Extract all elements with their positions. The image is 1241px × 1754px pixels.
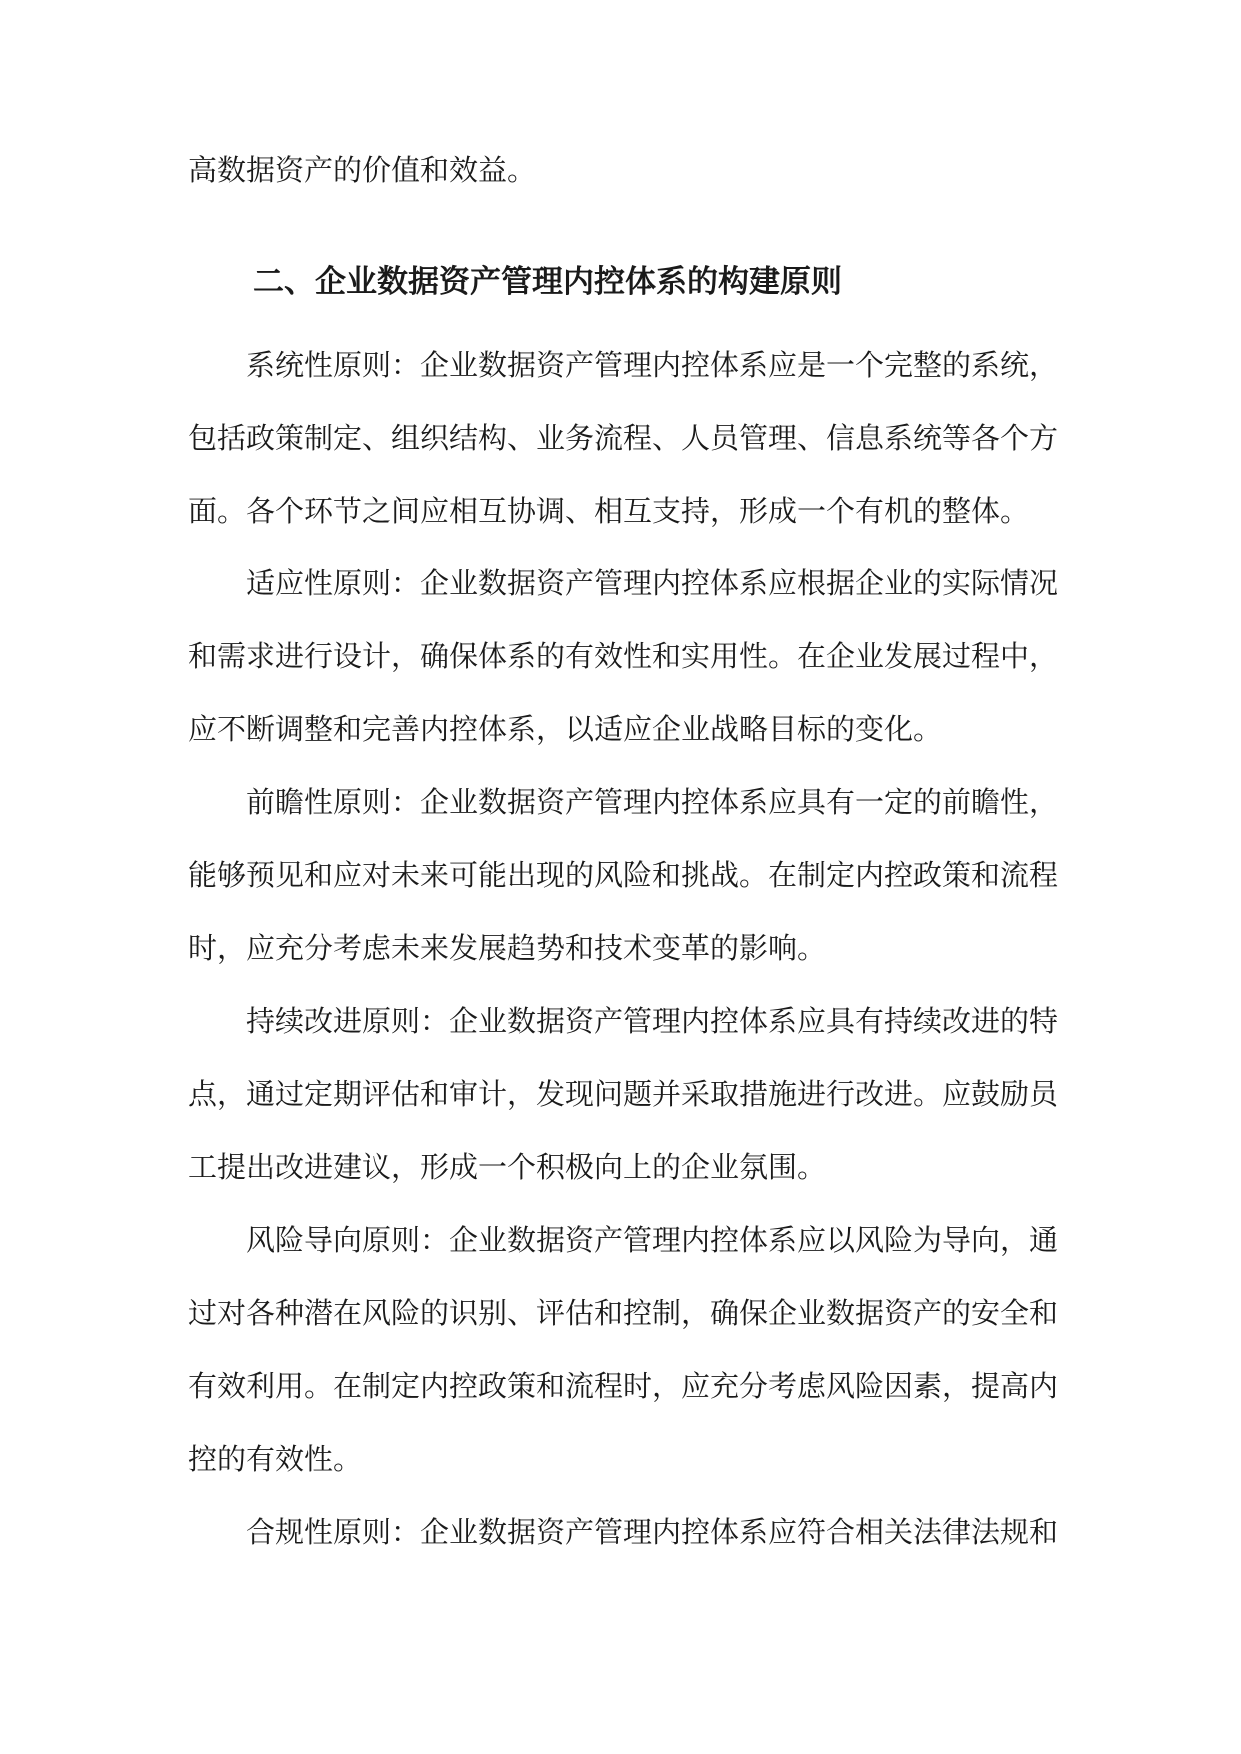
principle-systematic-line-2: 包括政策制定、组织结构、业务流程、人员管理、信息系统等各个方 <box>188 421 1059 455</box>
principle-systematic-line-1: 系统性原则：企业数据资产管理内控体系应是一个完整的系统， <box>246 348 1059 382</box>
principle-risk-oriented-line-3: 有效利用。在制定内控政策和流程时，应充分考虑风险因素，提高内 <box>188 1369 1059 1403</box>
principle-risk-oriented-line-1: 风险导向原则：企业数据资产管理内控体系应以风险为导向，通 <box>246 1223 1059 1257</box>
principle-risk-oriented-line-2: 过对各种潜在风险的识别、评估和控制，确保企业数据资产的安全和 <box>188 1296 1059 1330</box>
principle-foresight-line-2: 能够预见和应对未来可能出现的风险和挑战。在制定内控政策和流程 <box>188 858 1059 892</box>
principle-risk-oriented-line-4: 控的有效性。 <box>188 1442 363 1476</box>
principle-continuous-improvement-line-3: 工提出改进建议，形成一个积极向上的企业氛围。 <box>188 1150 827 1184</box>
principle-systematic-line-3: 面。各个环节之间应相互协调、相互支持，形成一个有机的整体。 <box>188 494 1030 528</box>
principle-continuous-improvement-line-1: 持续改进原则：企业数据资产管理内控体系应具有持续改进的特 <box>246 1004 1059 1038</box>
principle-adaptability-line-1: 适应性原则：企业数据资产管理内控体系应根据企业的实际情况 <box>246 566 1059 600</box>
section-heading: 二、企业数据资产管理内控体系的构建原则 <box>253 264 842 300</box>
principle-foresight-line-3: 时，应充分考虑未来发展趋势和技术变革的影响。 <box>188 931 827 965</box>
principle-foresight-line-1: 前瞻性原则：企业数据资产管理内控体系应具有一定的前瞻性， <box>246 785 1059 819</box>
principle-compliance-line-1: 合规性原则：企业数据资产管理内控体系应符合相关法律法规和 <box>246 1515 1059 1549</box>
principle-adaptability-line-3: 应不断调整和完善内控体系，以适应企业战略目标的变化。 <box>188 712 943 746</box>
principle-continuous-improvement-line-2: 点，通过定期评估和审计，发现问题并采取措施进行改进。应鼓励员 <box>188 1077 1059 1111</box>
principle-adaptability-line-2: 和需求进行设计，确保体系的有效性和实用性。在企业发展过程中， <box>188 639 1059 673</box>
paragraph-continuation-line: 高数据资产的价值和效益。 <box>188 153 537 187</box>
